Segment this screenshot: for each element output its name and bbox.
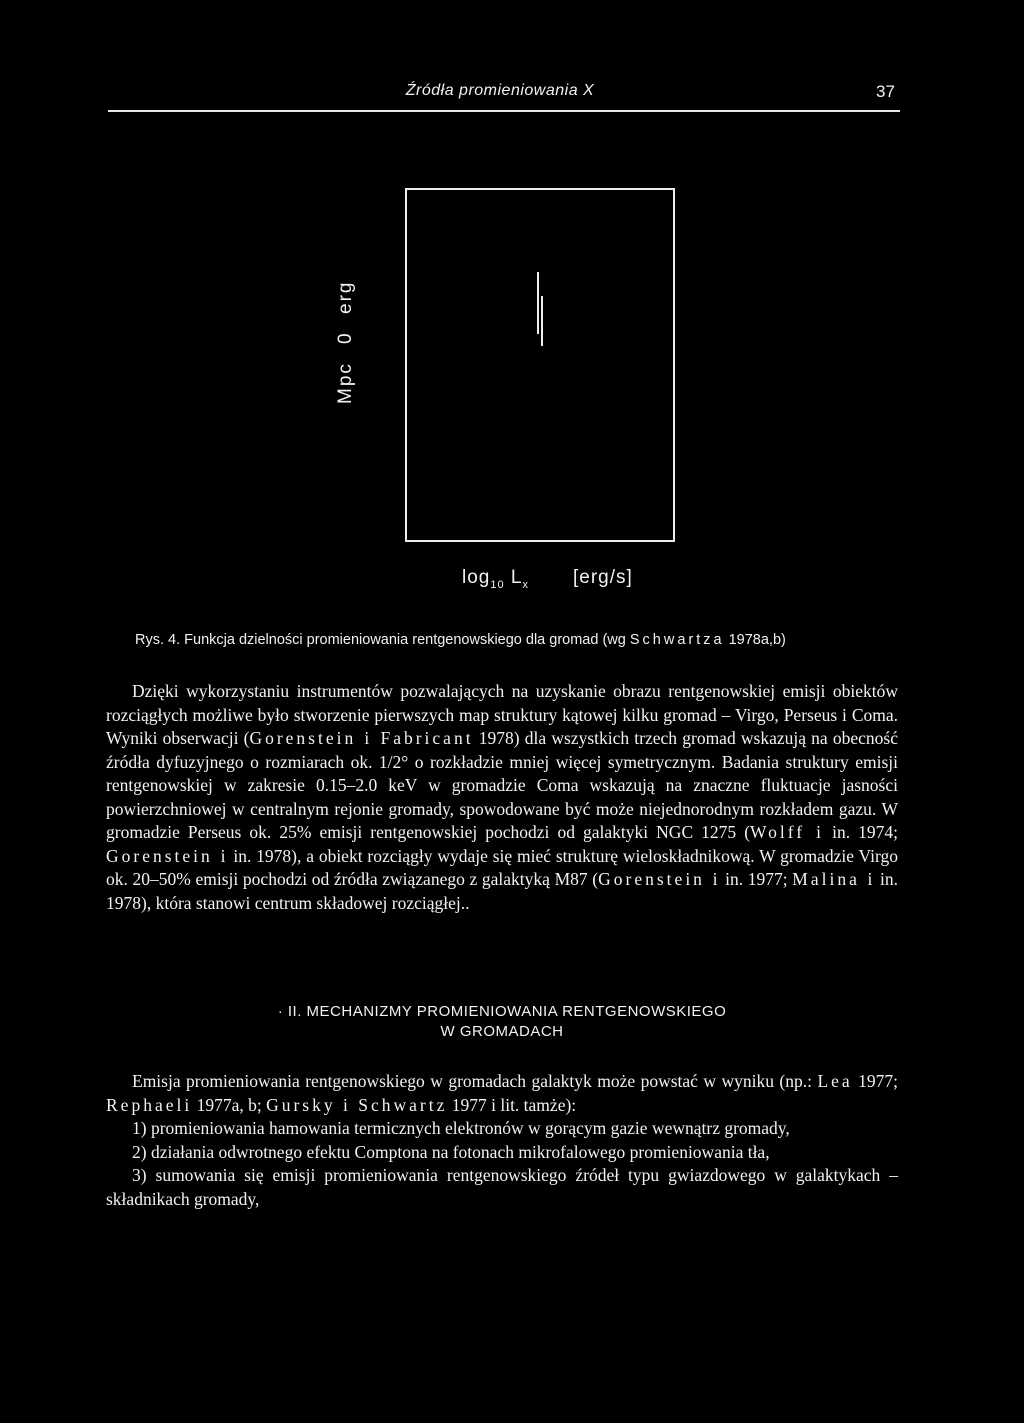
figure-y-axis-label [334, 252, 358, 404]
list-item-2: 2) działania odwrotnego efektu Comptona na fotonach mikrofalowego promieniowania tła, [132, 1141, 770, 1162]
page-number: 37 [876, 82, 895, 101]
author-citation: Rephaeli [106, 1094, 193, 1115]
author-citation: Wolff i [750, 822, 825, 842]
figure-caption [135, 632, 786, 648]
author-citation: Gorenstein i [598, 869, 721, 889]
author-citation: Gorenstein i Fabricant [249, 728, 474, 748]
figure-mark-line [537, 272, 539, 334]
section-heading-line-2: W GROMADACH [440, 1023, 564, 1040]
p1-text: in. 1978), która stanowi centrum składowej rozciągłej.. [106, 869, 898, 913]
p1-text: in. 1977; [720, 869, 793, 889]
x-label-log-base: 10 [490, 578, 505, 591]
x-label-var: L [510, 567, 523, 588]
x-label-var-sub: x [522, 578, 529, 591]
author-citation: Malina i [792, 869, 876, 889]
figure-mark-line [541, 296, 543, 346]
p1-text: 1978) dla wszystkich trzech gromad wskazują na obecność źródła dyfuzyjnego o rozmiarach ok. 1/2° o rozkładzie mniej więcej symetrycznym. Badania struktury emisji rentgenowskiej w zakresie 0.15–2.0 keV w gromadzie Coma wskazują na znaczne fluktuacje jasności powierzchniowej w centralnym rejonie gromady, spowodowane być może niejednorodnym rozkładem gazu. W gromadzie Perseus ok. 25% emisji rentgenowskiej pochodzi od galaktyki NGC 1275 ( [106, 728, 899, 842]
header-rule [108, 110, 900, 112]
author-citation: Gorenstein i [106, 845, 229, 866]
x-label-unit: [erg/s] [572, 567, 633, 588]
author-citation: Lea [817, 1071, 853, 1091]
section-heading [106, 1002, 898, 1042]
y-label-unit: Mpc [335, 362, 356, 404]
caption-author: Schwartza [629, 632, 725, 648]
x-label-quantity [462, 567, 529, 591]
paragraph-2 [106, 1070, 898, 1211]
list-item-3: 3) sumowania się emisji promieniowania rentgenowskiego źródeł typu gwiazdowego w galaktykach – składnikach gromady, [106, 1165, 898, 1209]
section-heading-line-1: · II. MECHANIZMY PROMIENIOWANIA RENTGENOWSKIEGO [277, 1003, 727, 1020]
figure-x-axis-label [462, 567, 633, 591]
p1-text: Dzięki wykorzystaniu instrumentów pozwalających na uzyskanie obrazu rentgenowskiej emisji obiektów rozciągłych możliwe było stworzenie pierwszych map struktury kątowej kilku gromad – Virgo, Perseus i Coma. Wyniki obserwacji ( [106, 681, 898, 748]
p1-text: in. 1978), a obiekt rozciągły wydaje się mieć strukturę wieloskładnikową. W gromadzie Virgo ok. 20–50% emisji pochodzi od źródła związanego z galaktyką M87 ( [106, 845, 898, 889]
p2-text: 1977a, b; [192, 1094, 267, 1115]
p2-text: 1977; [852, 1071, 898, 1091]
x-label-log: log [462, 567, 491, 588]
p2-intro [106, 1070, 898, 1117]
paragraph-1 [106, 680, 898, 915]
y-label-zero: 0 [335, 331, 356, 345]
p1-text: in. 1974; [824, 822, 898, 842]
figure-frame [405, 188, 675, 542]
caption-suffix: 1978a,b) [728, 632, 786, 648]
p2-text: Emisja promieniowania rentgenowskiego w gromadach galaktyk może powstać w wyniku (np.: [132, 1071, 818, 1091]
list-item-1: 1) promieniowania hamowania termicznych elektronów w gorącym gazie wewnątrz gromady, [132, 1118, 790, 1138]
caption-prefix: Rys. 4. Funkcja dzielności promieniowania rentgenowskiego dla gromad (wg [135, 632, 626, 648]
p2-text: 1977 i lit. tamże): [447, 1094, 577, 1115]
y-label-erg: erg [335, 280, 356, 314]
author-citation: Gursky i Schwartz [266, 1094, 448, 1115]
running-header: Źródła promieniowania X [405, 82, 595, 99]
